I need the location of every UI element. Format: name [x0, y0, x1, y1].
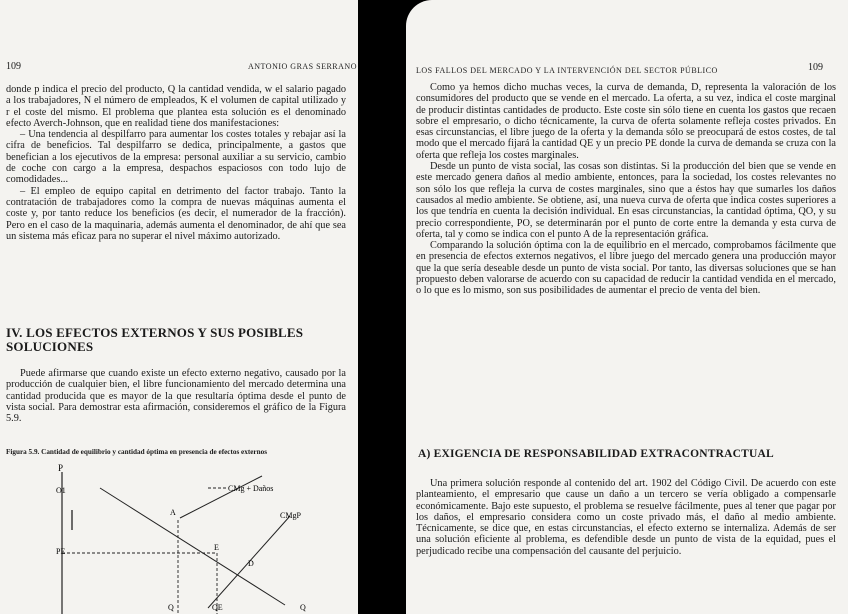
- left-paragraph-2: Puede afirmarse que cuando existe un efecto externo negativo, causado por la producción de cualquier bien, el libre funcionamiento del mercado determina una cantidad producida que es mayor de la que resultaría óptima desde el punto de vista social. Para demostrar esta afirmación, consideremos el gráfico de la Figura 5.9.: [6, 368, 346, 425]
- social-cost-curve: [180, 476, 262, 518]
- left-running-head: ANTONIO GRAS SERRANO: [248, 62, 357, 71]
- right-page: [406, 0, 848, 614]
- externalities-figure: [0, 458, 358, 614]
- left-bullet-2: – El empleo de equipo capital en detrimento del factor trabajo. Tanto la contratación de trabajadores como la compra de nuevas máquinas aumenta el coste y, por tanto reduce los beneficios (es decir, el numerador de la fracción). Pero en el caso de la maquinaria, además aumenta el denominador, de ahí que sea un sistema más eficaz para no superar el nivel máximo autorizado.: [6, 185, 346, 242]
- label-pe: PE: [56, 547, 66, 556]
- right-body-bottom: [416, 478, 836, 557]
- label-cmg-danos: CMg + Daños: [228, 484, 274, 493]
- label-d: D: [248, 559, 254, 568]
- right-running-head: LOS FALLOS DEL MERCADO Y LA INTERVENCIÓN DEL SECTOR PÚBLICO: [416, 66, 718, 75]
- label-a: A: [170, 508, 176, 517]
- label-e: E: [214, 543, 219, 552]
- right-paragraph-2: Desde un punto de vista social, las cosas son distintas. Si la producción del bien que se vende en este mercado genera daños al medio ambiente, entonces, para la sociedad, los costes relevantes no son sólo los que refleja la curva de costes marginales, sino que a éstos hay que sumarles los daños causados al medio ambiente. Se obtiene, así, una nueva curva de oferta que indica costes superiores a los que tendría en cuenta la decisión individual. En esas circunstancias, la cantidad óptima, QO, y su precio correspondiente, PO, se determinarán por el punto de corte entre la demanda y esta curva de oferta, tal y como se indica con el punto A de la representación gráfica.: [416, 161, 836, 240]
- sub-heading: A) EXIGENCIA DE RESPONSABILIDAD EXTRACONTRACTUAL: [418, 448, 774, 460]
- figure-caption: Figura 5.9. Cantidad de equilibrio y cantidad óptima en presencia de efectos externos: [6, 448, 268, 456]
- right-body-top: [416, 82, 836, 297]
- left-body-bottom: [6, 368, 346, 424]
- left-paragraph-1: donde p indica el precio del producto, Q la cantidad vendida, w el salario pagado a los trabajadores, N el número de empleados, K el volumen de capital utilizado y r el coste del mismo. El problema que plantea esta solución es el denominado efecto Averch-Johnson, que en realidad tiene dos manifestaciones:: [6, 84, 346, 129]
- left-page: [0, 0, 358, 614]
- label-cmgp: CMgP: [280, 511, 301, 520]
- right-page-number: 109: [808, 62, 823, 73]
- label-q-low: Q: [168, 603, 174, 612]
- left-page-number: 109: [6, 61, 21, 72]
- right-paragraph-3: Comparando la solución óptima con la de equilibrio en el mercado, comprobamos fácilmente que en presencia de efectos externos negativos, el libre juego del mercado genera una producción mayor que la que sería deseable desde un punto de vista social. Por tanto, las diversas soluciones que se han propuesto deben valorarse de acuerdo con su capacidad de reducir la cantidad vendida en el mercado, o lo que es lo mismo, son sus posibilidades de aumentar el precio de venta del bien.: [416, 240, 836, 297]
- axis-p-label: P: [58, 463, 64, 473]
- label-o1: O1: [56, 486, 66, 495]
- right-paragraph-4: Una primera solución responde al contenido del art. 1902 del Código Civil. De acuerdo con este planteamiento, el empresario que cause un daño a un tercero se vería obligado a compensarle económicamente. Bajo este supuesto, el problema se resuelve fácilmente, pues al tener que pagar por los daños, el empresario considera como un coste privado más, el daño al medio ambiente. Técnicamente, se dice que, en estas circunstancias, el efecto externo se internaliza. Además de ser una solución eficiente al problema, es defendible desde un punto de vista de la equidad, pues el perjudicado recibe una compensación del causante del perjuicio.: [416, 478, 836, 557]
- section-heading: IV. LOS EFECTOS EXTERNOS Y SUS POSIBLES SOLUCIONES: [6, 325, 304, 354]
- left-body-top: [6, 84, 346, 242]
- demand-curve: [100, 488, 285, 605]
- label-qe: QE: [212, 603, 223, 612]
- left-bullet-1: – Una tendencia al despilfarro para aumentar los costes totales y rebajar así la cifra de beneficios. Tal despilfarro se dedica, principalmente, a gastos que benefician a los ejecutivos de la empresa: personal auxiliar a su servicio, cambio de coche con cargo a la empresa, despachos espaciosos con todo lujo de comodidades...: [6, 129, 346, 186]
- right-paragraph-1: Como ya hemos dicho muchas veces, la curva de demanda, D, representa la valoración de los consumidores del producto que se vende en el mercado. La oferta, a su vez, indica el coste marginal de producir distintas cantidades de producto. Este coste sin sólo tiene en cuenta los gastos que recaen sobre el empresario, o dicho técnicamente, la curva de oferta solamente refleja costes privados. En esas circunstancias, el libre juego de la oferta y la demanda sólo se preocupará de estos costes, de tal modo que el mercado fijará la cantidad QE y un precio PE donde la curva de demanda se cruza con la oferta que refleja los costes marginales.: [416, 82, 836, 161]
- label-q-axis: Q: [300, 603, 306, 612]
